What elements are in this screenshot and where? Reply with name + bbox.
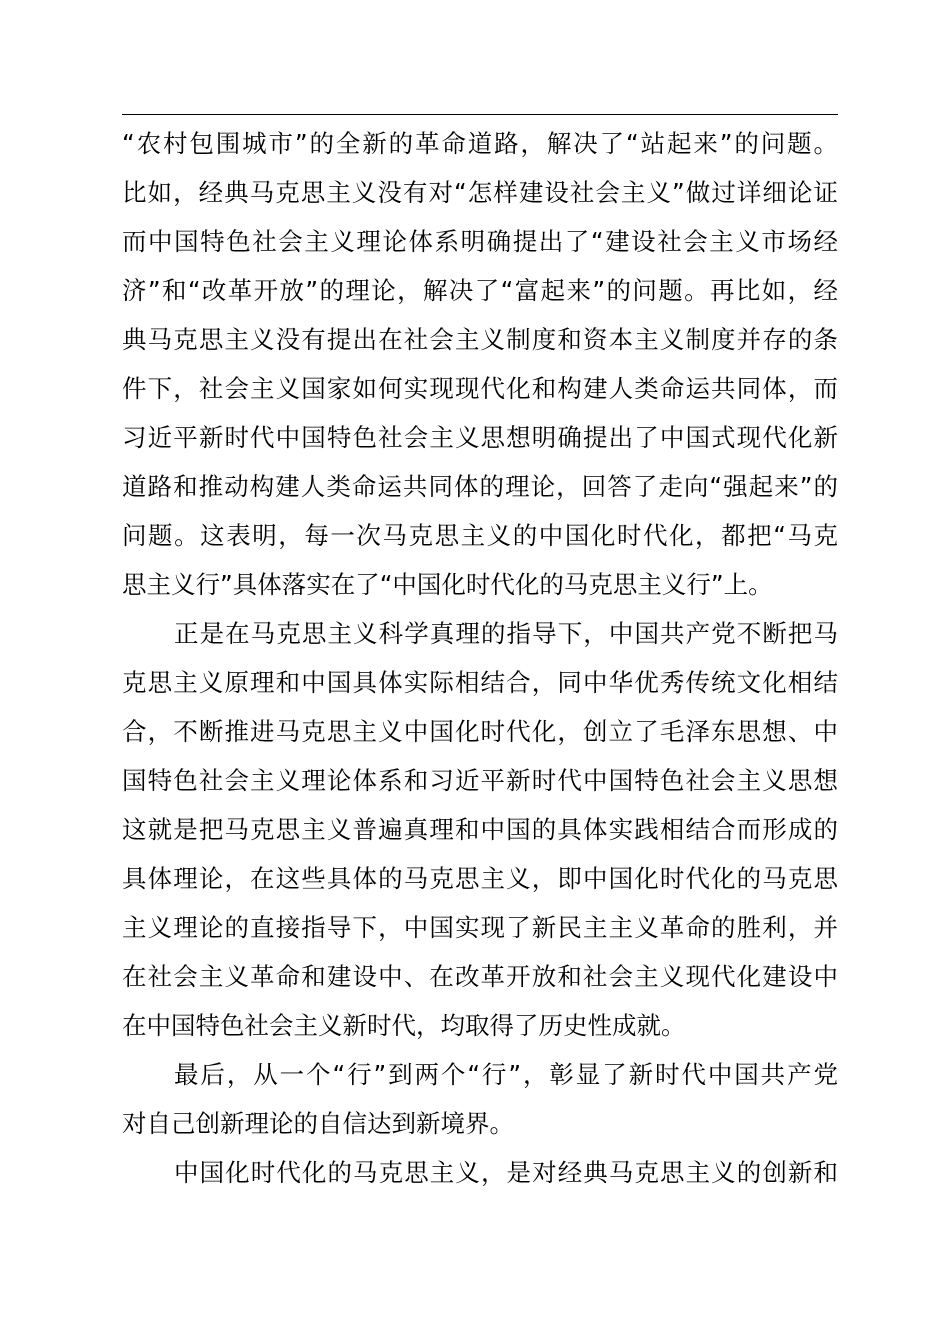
paragraph-first-line: 正是在马克思主义科学真理的指导下，中国共产党不断把马 [174, 619, 838, 648]
text-line: 合，不断推进马克思主义中国化时代化，创立了毛泽东思想、中 [122, 717, 838, 746]
text-line: 国特色社会主义理论体系和习近平新时代中国特色社会主义思想 [122, 766, 838, 795]
text-line: 问题。这表明，每一次马克思主义的中国化时代化，都把“马克 [122, 521, 838, 550]
text-line: “农村包围城市”的全新的革命道路，解决了“站起来”的问题。 [122, 129, 838, 158]
text-line: 件下，社会主义国家如何实现现代化和构建人类命运共同体，而 [122, 374, 838, 403]
text-line: 克思主义原理和中国具体实际相结合，同中华优秀传统文化相结 [122, 668, 838, 697]
text-line: 具体理论，在这些具体的马克思主义，即中国化时代化的马克思 [122, 864, 838, 893]
paragraph-first-line: 最后，从一个“行”到两个“行”，彰显了新时代中国共产党 [174, 1060, 838, 1089]
text-line: 在社会主义革命和建设中、在改革开放和社会主义现代化建设中 [122, 962, 838, 991]
text-line: 而中国特色社会主义理论体系明确提出了“建设社会主义市场经 [122, 227, 838, 256]
text-line: 比如，经典马克思主义没有对“怎样建设社会主义”做过详细论证 [122, 178, 838, 207]
text-line: 济”和“改革开放”的理论，解决了“富起来”的问题。再比如，经 [122, 276, 838, 305]
text-line: 典马克思主义没有提出在社会主义制度和资本主义制度并存的条 [122, 325, 838, 354]
text-line: 在中国特色社会主义新时代，均取得了历史性成就。 [122, 1011, 686, 1040]
header-rule [122, 114, 838, 115]
text-line: 道路和推动构建人类命运共同体的理论，回答了走向“强起来”的 [122, 472, 838, 501]
document-body [122, 119, 838, 1197]
text-line: 对自己创新理论的自信达到新境界。 [122, 1109, 514, 1138]
text-line: 思主义行”具体落实在了“中国化时代化的马克思主义行”上。 [122, 570, 773, 599]
text-line: 这就是把马克思主义普遍真理和中国的具体实践相结合而形成的 [122, 815, 838, 844]
text-line: 习近平新时代中国特色社会主义思想明确提出了中国式现代化新 [122, 423, 838, 452]
text-line: 主义理论的直接指导下，中国实现了新民主主义革命的胜利，并 [122, 913, 838, 942]
paragraph-first-line: 中国化时代化的马克思主义，是对经典马克思主义的创新和 [174, 1158, 838, 1187]
